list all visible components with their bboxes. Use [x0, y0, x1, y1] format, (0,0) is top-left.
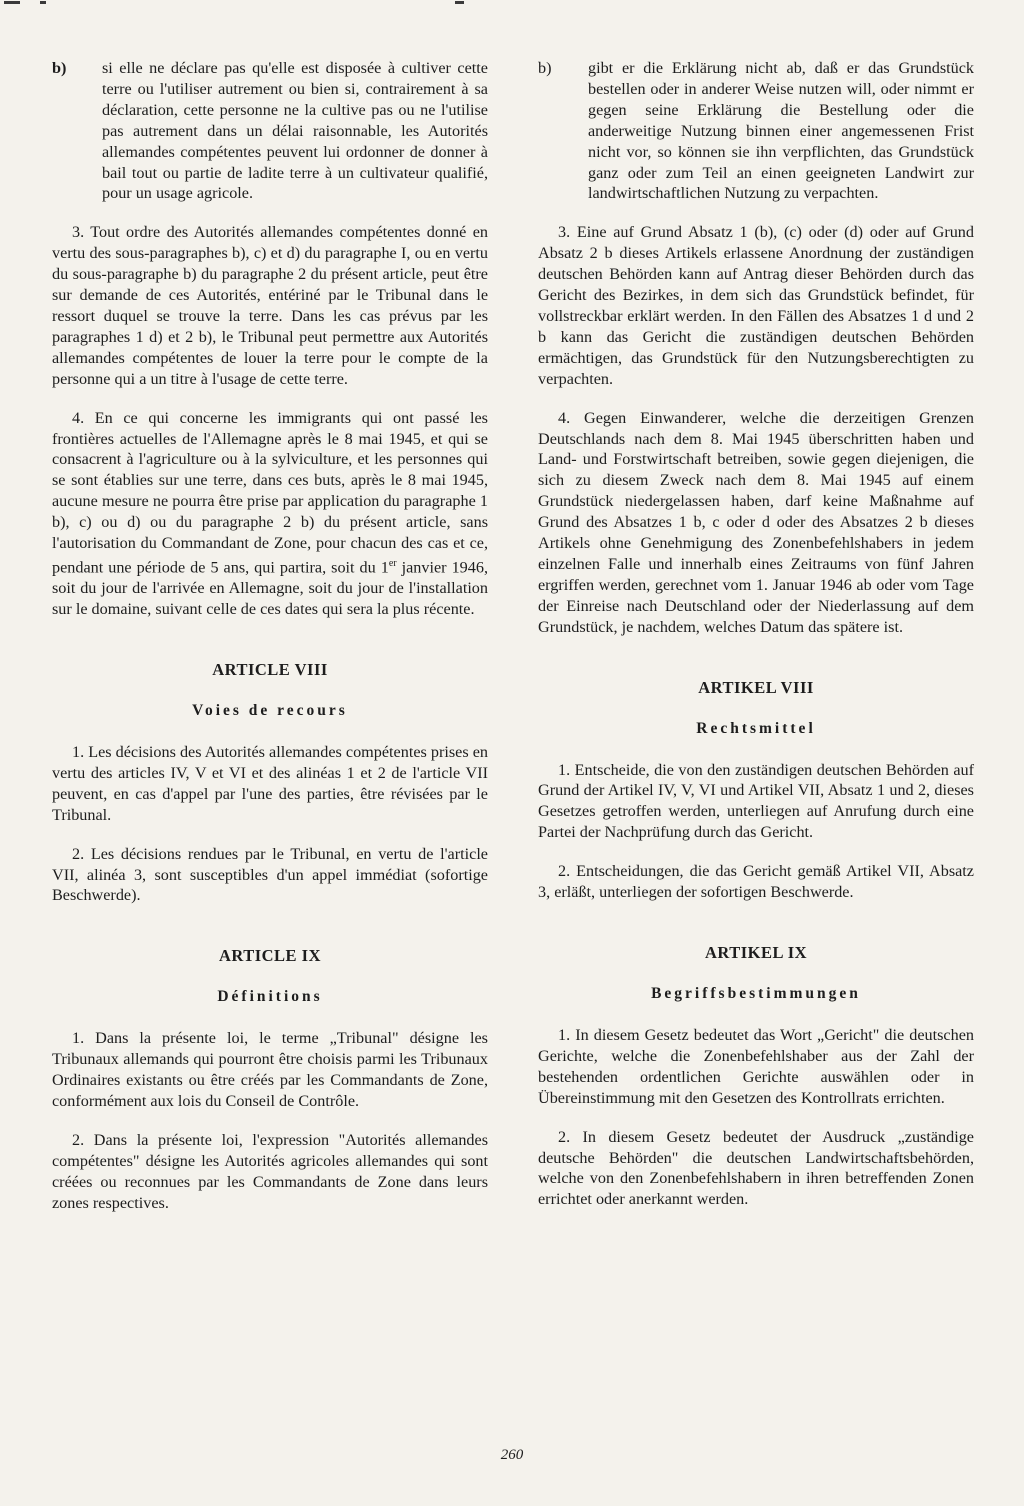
fr-article-8-title: ARTICLE VIII [212, 660, 328, 680]
page-number: 260 [500, 1447, 524, 1463]
fr-article-8-subtitle: Voies de recours [192, 702, 348, 720]
fr-subparagraph-b-text: si elle ne déclare pas qu'elle est disposée à cultiver cette terre ou l'utiliser autrement ou bien si, contrairement à sa déclaration, cette personne ne la cultive pas ou ne l'utilise pas autrement dans un délai raisonnable, les Autorités allemandes compétentes peuvent lui ordonner de donner à bail tout ou partie de ladite terre à un cultivateur qualifié, pour un usage agricole. [102, 59, 488, 203]
fr-paragraph-4 [52, 408, 488, 620]
de-subparagraph-b-label: b) [538, 59, 552, 77]
de-article-8-paragraph-2: 2. Entscheidungen, die das Gericht gemäß Artikel VII, Absatz 3, erläßt, unterliegen der sofortigen Beschwerde. [538, 862, 974, 902]
scan-edge-marks [0, 0, 1024, 8]
german-column [538, 58, 974, 1210]
fr-paragraph-4-text-a: 4. En ce qui concerne les immigrants qui ont passé les frontières actuelles de l'Allemagne après le 8 mai 1945, et qui se consacrent à l'agriculture ou à la sylviculture, et les personnes qui se sont établies sur une terre, dans ces buts, après le 8 mai 1945, aucune mesure ne pourra être prise par application du paragraphe 1 b), c) ou d) ou du paragraphe 2 b) du présent article, sans l'autorisation du Commandant de Zone, pour chacun des cas et ce, pendant une période de 5 ans, qui partira, soit du 1 [52, 408, 488, 577]
de-article-9-paragraph-1: 1. In diesem Gesetz bedeutet das Wort „Gericht" die deutschen Gerichte, welche die Zonenbefehlshaber aus der Zahl der bestehenden ordentlichen Gerichte auswählen oder in Übereinstimmung mit den Gesetzen des Kontrollrats errichten. [538, 1026, 974, 1107]
fr-article-9-title: ARTICLE IX [218, 946, 322, 966]
french-column [52, 58, 488, 1214]
de-paragraph-4: 4. Gegen Einwanderer, welche die derzeitigen Grenzen Deutschlands nach dem 8. Mai 1945 überschritten haben und Land- und Forstwirtschaft betreiben, sowie gegen diejenigen, die sich zu diesem Zweck nach dem 8. Mai 1945 auf einem Grundstück niedergelassen haben, darf keine Maßnahme auf Grund des Absatzes 1 b, c oder d oder des Absatzes 2 b dieses Artikels ohne Genehmigung des Zonenbefehlshabers in jedem einzelnen Falle und innerhalb eines Zeitraums von fünf Jahren ergriffen werden, gerechnet vom 1. Januar 1946 ab oder vom Tage der Einreise nach Deutschland oder der Niederlassung auf dem Grundstück, je nachdem, welches Datum das spätere ist. [538, 408, 974, 636]
de-article-8-paragraph-1: 1. Entscheide, die von den zuständigen deutschen Behörden auf Grund der Artikel IV, V, VI und Artikel VII, Absatz 1 und 2, dieses Gesetzes getroffen werden, unterliegen auf Anrufung durch eine Partei der Nachprüfung durch das Gericht. [538, 760, 974, 842]
fr-paragraph-4-text-b: janvier 1946, soit du jour de l'arrivée en Allemagne, soit du jour de l'installation sur le domaine, suivant celle de ces dates qui sera la plus récente. [52, 558, 488, 619]
fr-subparagraph-b [52, 58, 488, 204]
de-subparagraph-b [538, 58, 974, 204]
de-article-8-title: ARTIKEL VIII [698, 677, 814, 697]
fr-article-9-paragraph-1: 1. Dans la présente loi, le terme „Tribunal" désigne les Tribunaux allemands qui pourront être choisis parmi les Tribunaux Ordinaires existants ou être créés par les Commandants de Zone, conformément aux lois du Conseil de Contrôle. [52, 1029, 488, 1111]
de-article-9-subtitle: Begriffsbestimmungen [651, 985, 861, 1002]
fr-article-9-subtitle: Définitions [217, 988, 323, 1006]
fr-paragraph-4-superscript: er [388, 557, 397, 569]
de-article-9-title: ARTIKEL IX [704, 943, 808, 962]
de-paragraph-3: 3. Eine auf Grund Absatz 1 (b), (c) oder (d) oder auf Grund Absatz 2 b dieses Artikels erlassene Anordnung der zuständigen deutschen Behörden kann auf Antrag dieser Behörden durch das Gericht des Bezirkes, in dem sich das Grundstück befindet, für vollstreckbar erklärt werden. In den Fällen des Absatzes 1 d und 2 b kann das Gericht die zuständigen deutschen Behörden ermächtigen, das Grundstück für den Nutzungsberechtigten zu verpachten. [538, 223, 974, 388]
fr-article-9-paragraph-2: 2. Dans la présente loi, l'expression "Autorités allemandes compétentes" désigne les Autorités agricoles allemandes qui sont créées ou reconnues par les Commandants de Zone dans leurs zones respectives. [52, 1131, 488, 1212]
fr-paragraph-3: 3. Tout ordre des Autorités allemandes compétentes donné en vertu des sous-paragraphes b), c) et d) du paragraphe I, ou en vertu du sous-paragraphe b) du paragraphe 2 du présent article, peut être sur demande de ces Autorités, entériné par le Tribunal dans le ressort duquel se trouve la terre. Dans les cas prévus par les paragraphes 1 d) et 2 b), le Tribunal peut permettre aux Autorités allemandes compétentes de louer la terre pour le compte de la personne qui a un titre à l'usage de cette terre. [52, 223, 488, 388]
de-article-9-paragraph-2: 2. In diesem Gesetz bedeutet der Ausdruck „zuständige deutsche Behörden" die deutschen Landwirtschaftsbehörden, welche von den Zonenbefehlshabern in ihren betreffenden Zonen errichtet oder anerkannt werden. [538, 1127, 974, 1209]
de-subparagraph-b-text: gibt er die Erklärung nicht ab, daß er das Grundstück bestellen oder in anderer Weise nutzen will, oder nimmt er gegen seine Erklärung die Bestellung oder die anderweitige Nutzung binnen einer angemessenen Frist nicht vor, so können sie ihn verpflichten, das Grundstück ganz oder zum Teil an einen geeigneten Landwirt zur landwirtschaftlichen Nutzung zu verpachten. [588, 59, 974, 203]
fr-article-8-paragraph-1: 1. Les décisions des Autorités allemandes compétentes prises en vertu des articles IV, V et VI et des alinéas 1 et 2 de l'article VII peuvent, en cas d'appel par l'une des parties, être révisées par le Tribunal. [52, 743, 488, 824]
de-article-8-subtitle: Rechtsmittel [696, 719, 816, 737]
fr-subparagraph-b-label: b) [52, 59, 67, 77]
fr-article-8-paragraph-2: 2. Les décisions rendues par le Tribunal, en vertu de l'article VII, alinéa 3, sont susceptibles d'un appel immédiat (sofortige Beschwerde). [52, 844, 488, 905]
